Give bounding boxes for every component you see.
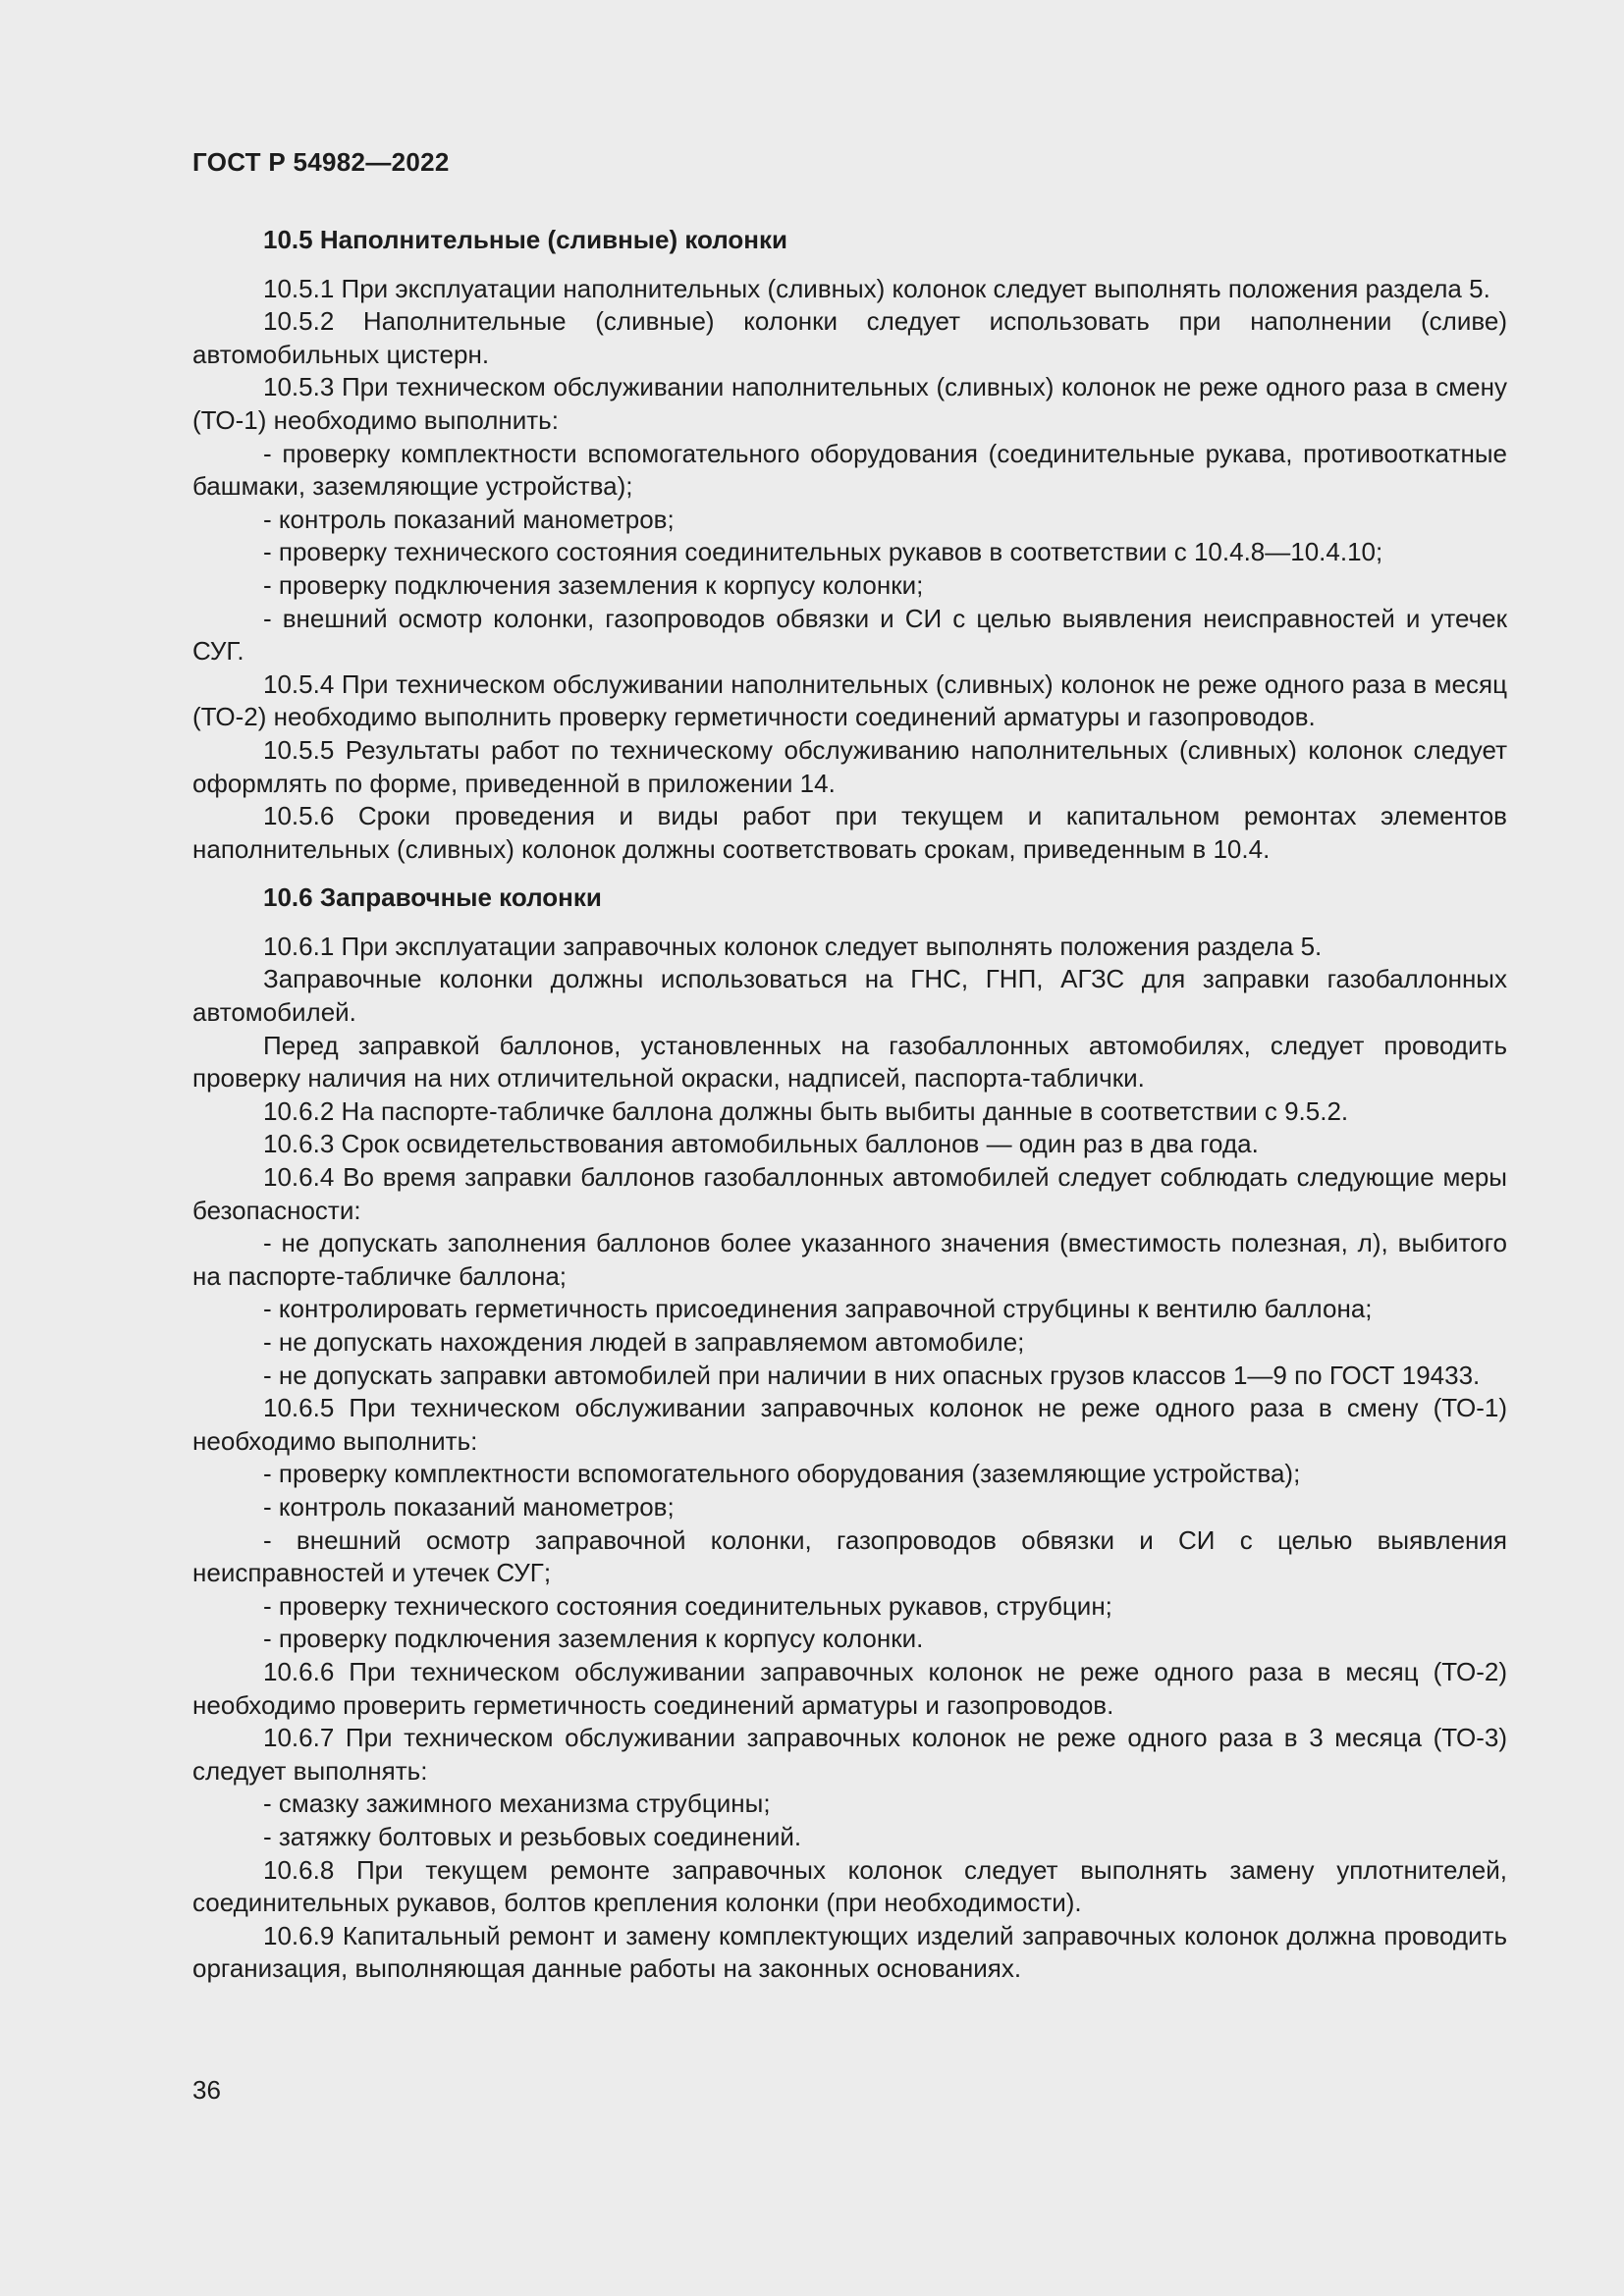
list-item: - контроль показаний манометров; — [263, 1491, 675, 1522]
paragraph-10-6-2: 10.6.2 На паспорте-табличке баллона должны быть выбиты данные в соответствии с 9.5.2. — [263, 1095, 1349, 1126]
list-item: - не допускать заправки автомобилей при наличии в них опасных грузов классов 1—9 по ГОСТ 19433. — [263, 1360, 1481, 1390]
paragraph-10-5-5: 10.5.5 Результаты работ по техническому обслуживанию наполнительных (сливных) колонок следует оформлять по форме, приведенной в приложении 14. — [192, 734, 1507, 798]
list-item: - внешний осмотр колонки, газопроводов обвязки и СИ с целью выявления неисправностей и утечек СУГ. — [192, 603, 1507, 667]
section-heading-10-5: 10.5 Наполнительные (сливные) колонки — [263, 225, 788, 254]
paragraph-10-6-3: 10.6.3 Срок освидетельствования автомобильных баллонов — один раз в два года. — [263, 1129, 1259, 1159]
paragraph-10-6-1a: Заправочные колонки должны использоваться на ГНС, ГНП, АГЗС для заправки газобаллонных автомобилей. — [192, 964, 1507, 1028]
list-item: - проверку комплектности вспомогательного оборудования (заземляющие устройства); — [263, 1459, 1301, 1489]
document-body — [192, 224, 1507, 1986]
paragraph-10-6-1b: Перед заправкой баллонов, установленных на газобаллонных автомобилях, следует проводить проверку наличия на них отличительной окраски, надписей, паспорта-таблички. — [192, 1030, 1507, 1094]
list-item: - проверку комплектности вспомогательного оборудования (соединительные рукава, противооткатные башмаки, заземляющие устройства); — [192, 438, 1507, 502]
document-code-header: ГОСТ Р 54982—2022 — [192, 147, 450, 177]
list-item: - внешний осмотр заправочной колонки, газопроводов обвязки и СИ с целью выявления неисправностей и утечек СУГ; — [192, 1524, 1507, 1588]
paragraph-10-5-3: 10.5.3 При техническом обслуживании наполнительных (сливных) колонок не реже одного раза в смену (ТО-1) необходимо выполнить: — [192, 372, 1507, 435]
list-item: - контролировать герметичность присоединения заправочной струбцины к вентилю баллона; — [263, 1294, 1373, 1324]
list-item: - проверку технического состояния соединительных рукавов, струбцин; — [263, 1590, 1112, 1621]
paragraph-10-6-7: 10.6.7 При техническом обслуживании заправочных колонок не реже одного раза в 3 месяца (ТО-3) следует выполнять: — [192, 1723, 1507, 1786]
list-item: - не допускать заполнения баллонов более указанного значения (вместимость полезная, л), выбитого на паспорте-табличке баллона; — [192, 1228, 1507, 1291]
paragraph-10-6-1: 10.6.1 При эксплуатации заправочных колонок следует выполнять положения раздела 5. — [263, 931, 1323, 961]
paragraph-10-5-1: 10.5.1 При эксплуатации наполнительных (сливных) колонок следует выполнять положения раздела 5. — [263, 273, 1490, 303]
list-item: - проверку подключения заземления к корпусу колонки; — [263, 569, 924, 600]
list-item: - затяжку болтовых и резьбовых соединений. — [263, 1821, 802, 1851]
paragraph-10-6-4: 10.6.4 Во время заправки баллонов газобаллонных автомобилей следует соблюдать следующие меры безопасности: — [192, 1162, 1507, 1225]
list-item: - проверку подключения заземления к корпусу колонки. — [263, 1624, 924, 1654]
paragraph-10-6-6: 10.6.6 При техническом обслуживании заправочных колонок не реже одного раза в месяц (ТО-2) необходимо проверить герметичность соединений арматуры и газопроводов. — [192, 1656, 1507, 1720]
list-item: - контроль показаний манометров; — [263, 504, 675, 534]
paragraph-10-6-8: 10.6.8 При текущем ремонте заправочных колонок следует выполнять замену уплотнителей, соединительных рукавов, болтов крепления колонки (при необходимости). — [192, 1854, 1507, 1918]
paragraph-10-5-6: 10.5.6 Сроки проведения и виды работ при текущем и капитальном ремонтах элементов наполнительных (сливных) колонок должны соответствовать срокам, приведенным в 10.4. — [192, 801, 1507, 864]
paragraph-10-6-9: 10.6.9 Капитальный ремонт и замену комплектующих изделий заправочных колонок должна проводить организация, выполняющая данные работы на законных основаниях. — [192, 1920, 1507, 1984]
paragraph-10-5-2: 10.5.2 Наполнительные (сливные) колонки следует использовать при наполнении (сливе) автомобильных цистерн. — [192, 306, 1507, 369]
paragraph-10-5-4: 10.5.4 При техническом обслуживании наполнительных (сливных) колонок не реже одного раза в месяц (ТО-2) необходимо выполнить проверку герметичности соединений арматуры и газопроводов. — [192, 668, 1507, 732]
section-heading-10-6: 10.6 Заправочные колонки — [263, 882, 602, 913]
list-item: - смазку зажимного механизма струбцины; — [263, 1789, 771, 1819]
paragraph-10-6-5: 10.6.5 При техническом обслуживании заправочных колонок не реже одного раза в смену (ТО-1) необходимо выполнить: — [192, 1393, 1507, 1456]
list-item: - не допускать нахождения людей в заправляемом автомобиле; — [263, 1327, 1025, 1357]
page-number: 36 — [192, 2075, 221, 2105]
list-item: - проверку технического состояния соединительных рукавов в соответствии с 10.4.8—10.4.10; — [263, 537, 1383, 567]
